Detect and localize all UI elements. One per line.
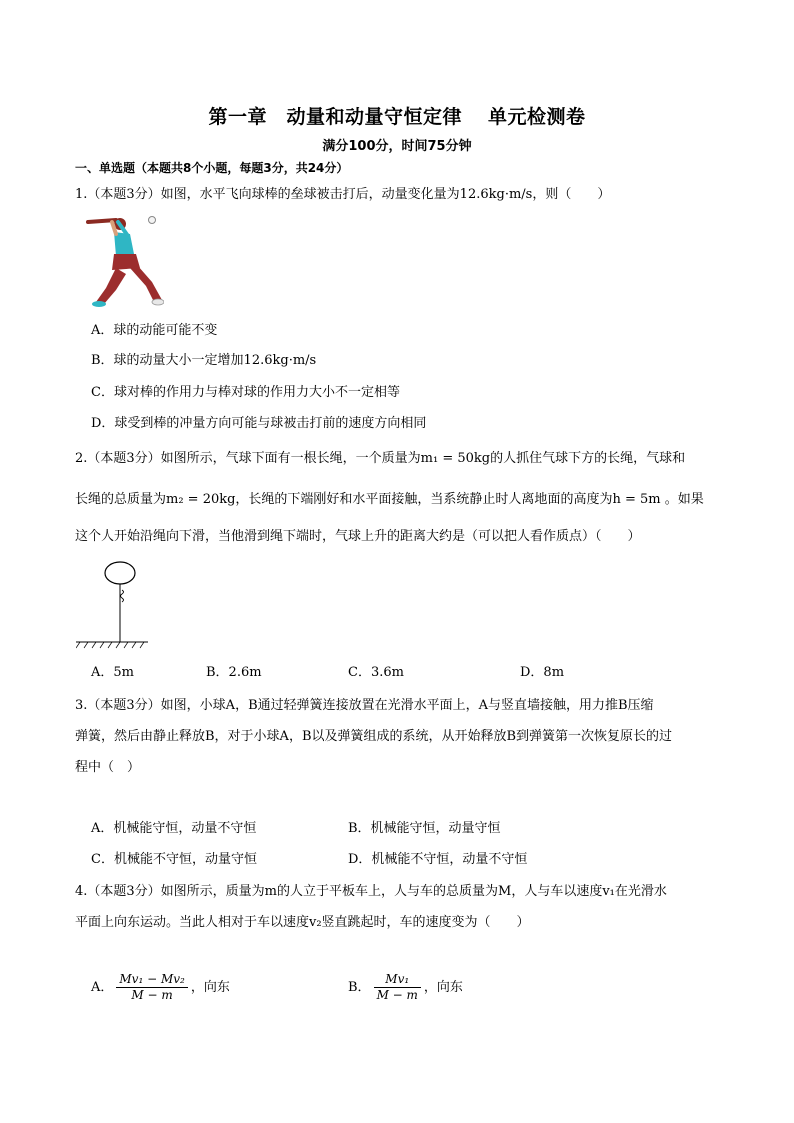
question-4-option-a[interactable] — [91, 972, 230, 1003]
question-3-line-1: 3.（本题3分）如图，小球A，B通过轻弹簧连接放置在光滑水平面上，A与竖直墙接触，用力推B压缩 — [75, 698, 654, 713]
option-a-label: A． — [91, 980, 114, 995]
question-2-line-2: 长绳的总质量为m₂ = 20kg，长绳的下端刚好和水平面接触，当系统静止时人离地面的高度为h = 5m 。如果 — [75, 492, 704, 507]
question-2-line-3: 这个人开始沿绳向下滑，当他滑到绳下端时，气球上升的距离大约是（可以把人看作质点）（ ） — [75, 529, 641, 544]
option-a-numerator: Mv₁ − Mv₂ — [119, 972, 185, 986]
question-1-option-d[interactable]: D．球受到棒的冲量方向可能与球被击打前的速度方向相同 — [91, 416, 427, 431]
question-2-option-b[interactable]: B．2.6m — [206, 665, 262, 680]
question-2-option-d[interactable]: D．8m — [520, 665, 565, 680]
question-4-line-2: 平面上向东运动。当此人相对于车以速度v₂竖直跳起时，车的速度变为（ ） — [75, 915, 530, 930]
question-4-option-b[interactable] — [348, 972, 463, 1003]
option-b-direction: ，向东 — [423, 980, 463, 995]
exam-subtitle: 满分100分，时间75分钟 — [322, 139, 472, 154]
question-3-option-c[interactable]: C．机械能不守恒，动量守恒 — [91, 852, 257, 867]
title-suffix: 单元检测卷 — [488, 106, 586, 128]
question-3-option-b[interactable]: B．机械能守恒，动量守恒 — [348, 821, 501, 836]
question-1-option-a[interactable]: A．球的动能可能不变 — [91, 323, 218, 338]
question-1-option-b[interactable]: B．球的动量大小一定增加12.6kg·m/s — [91, 353, 317, 368]
option-b-fraction — [374, 972, 421, 1003]
question-2-line-1: 2.（本题3分）如图所示，气球下面有一根长绳，一个质量为m₁ = 50kg的人抓住气球下方的长绳，气球和 — [75, 451, 686, 466]
question-2-option-a[interactable]: A．5m — [91, 665, 134, 680]
option-a-direction: ，向东 — [190, 980, 230, 995]
baseball-batter-illustration — [82, 208, 164, 312]
question-3-option-d[interactable]: D．机械能不守恒，动量不守恒 — [348, 852, 528, 867]
question-2-option-c[interactable]: C．3.6m — [348, 665, 404, 680]
option-a-denominator: M − m — [131, 988, 173, 1002]
question-1-option-c[interactable]: C．球对棒的作用力与棒对球的作用力大小不一定相等 — [91, 385, 400, 400]
question-3-line-3: 程中（ ） — [75, 760, 141, 775]
question-3-option-a[interactable]: A．机械能守恒，动量不守恒 — [91, 821, 257, 836]
option-a-fraction — [116, 972, 187, 1003]
option-b-numerator: Mv₁ — [385, 972, 410, 986]
page-title — [0, 102, 794, 129]
option-b-label: B． — [348, 980, 371, 995]
section-heading: 一、单选题（本题共8个小题，每题3分，共24分） — [75, 161, 349, 175]
question-4-line-1: 4.（本题3分）如图所示，质量为m的人立于平板车上，人与车的总质量为M，人与车以速度v₁在光滑水 — [75, 884, 667, 899]
option-b-denominator: M − m — [376, 988, 418, 1002]
balloon-rope-diagram — [76, 560, 148, 650]
question-1-stem: 1.（本题3分）如图，水平飞向球棒的垒球被击打后，动量变化量为12.6kg·m/s，则（ ） — [75, 187, 611, 202]
question-3-line-2: 弹簧，然后由静止释放B，对于小球A，B以及弹簧组成的系统，从开始释放B到弹簧第一次恢复原长的过 — [75, 729, 673, 744]
title-main: 第一章 动量和动量守恒定律 — [208, 106, 462, 128]
